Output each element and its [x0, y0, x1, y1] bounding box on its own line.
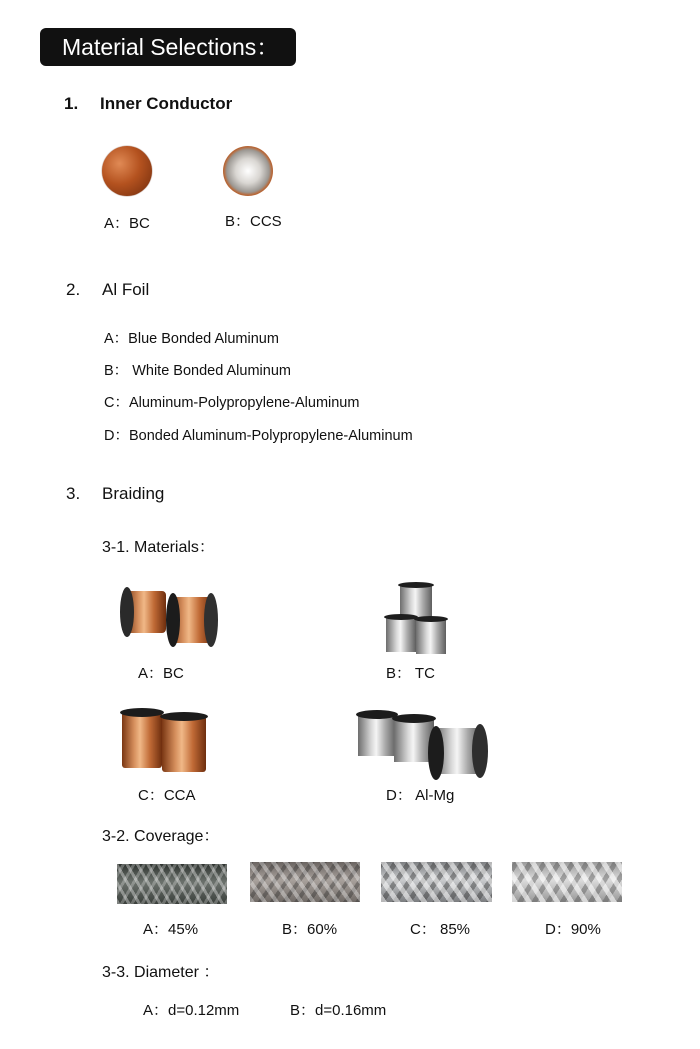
- ccs-conductor-image: [223, 146, 273, 196]
- braid-85-image: [381, 862, 492, 902]
- coverage-heading: 3-2. Coverage：: [102, 828, 220, 845]
- conductor-option-b: B：CCS: [225, 213, 282, 230]
- braid-material-d: D： Al-Mg: [386, 787, 455, 804]
- braid-60-image: [250, 862, 360, 902]
- braid-material-a: A：BC: [138, 665, 184, 682]
- bc-spools-image: [118, 585, 218, 647]
- braid-90-image: [512, 862, 622, 902]
- coverage-option-b: B：60%: [282, 921, 338, 938]
- al-mg-spools-image: [356, 708, 488, 780]
- page-title: Material Selections：: [40, 28, 296, 66]
- coverage-option-a: A：45%: [143, 921, 199, 938]
- braid-material-c: C：CCA: [138, 787, 196, 804]
- braid-45-image: [117, 864, 227, 904]
- section3-number: 3.: [66, 484, 81, 503]
- foil-option-a: A：Blue Bonded Aluminum: [104, 331, 279, 347]
- cca-spools-image: [120, 708, 210, 774]
- diameter-option-a: A：d=0.12mm: [143, 1002, 240, 1019]
- section3-heading: Braiding: [102, 484, 165, 503]
- bc-conductor-image: [102, 146, 152, 196]
- section1-heading: Inner Conductor: [100, 94, 233, 113]
- coverage-option-c: C： 85%: [410, 921, 471, 938]
- materials-heading: 3-1. Materials：: [102, 539, 215, 556]
- braid-material-b: B： TC: [386, 665, 435, 682]
- diameter-heading: 3-3. Diameter ：: [102, 964, 220, 981]
- section1-number: 1.: [64, 94, 79, 113]
- foil-option-d: D：Bonded Aluminum-Polypropylene-Aluminum: [104, 428, 413, 444]
- tc-spools-image: [384, 582, 450, 656]
- foil-option-c: C：Aluminum-Polypropylene-Aluminum: [104, 395, 360, 411]
- conductor-option-a: A：BC: [104, 215, 150, 232]
- foil-option-b: B： White Bonded Aluminum: [104, 363, 291, 379]
- coverage-option-d: D：90%: [545, 921, 601, 938]
- section2-number: 2.: [66, 280, 81, 299]
- diameter-option-b: B：d=0.16mm: [290, 1002, 387, 1019]
- section2-heading: Al Foil: [102, 280, 150, 299]
